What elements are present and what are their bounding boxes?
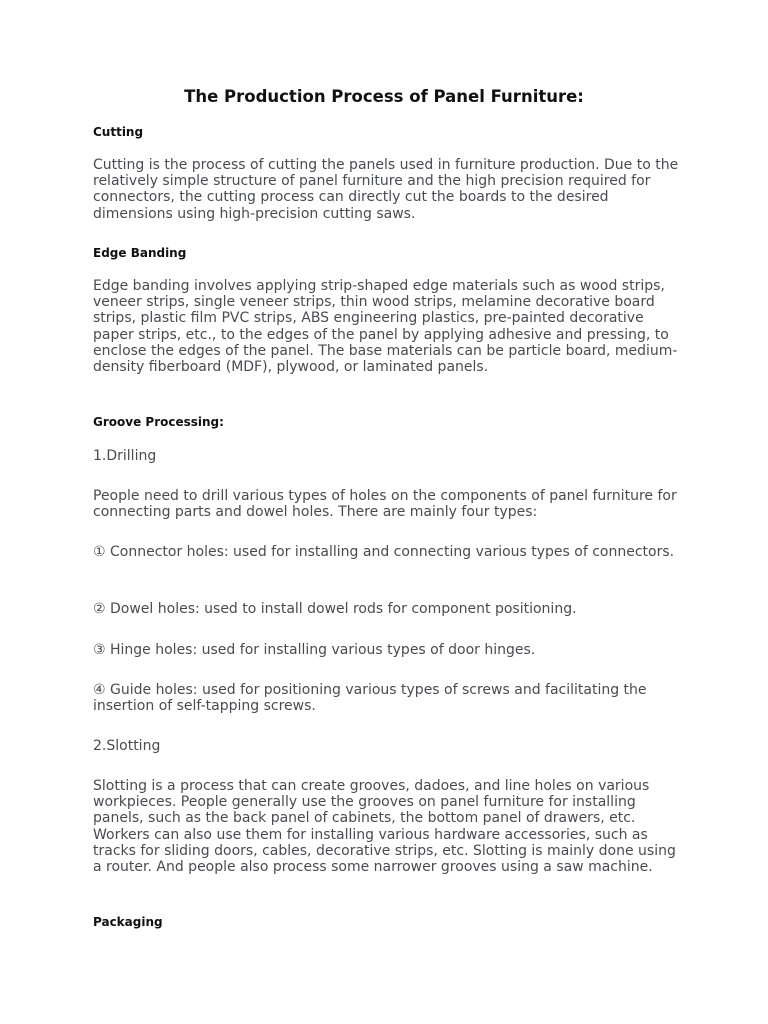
subheading-drilling: 1.Drilling [93, 448, 157, 464]
section-heading-packaging: Packaging [93, 915, 163, 929]
paragraph-cutting: Cutting is the process of cutting the panels used in furniture production. Due to the relatively simple structure of panel furniture and the high precision required for connectors, the cutting process can directly cut the boards to the desired dimensions using high-precision cutting saws. [93, 157, 679, 222]
list-item-hinge-holes: ③ Hinge holes: used for installing various types of door hinges. [93, 642, 536, 658]
subheading-slotting: 2.Slotting [93, 738, 161, 754]
section-heading-cutting: Cutting [93, 125, 144, 139]
paragraph-slotting: Slotting is a process that can create grooves, dadoes, and line holes on various workpieces. People generally use the grooves on panel furniture for installing panels, such as the back panel of cabinets, the bottom panel of drawers, etc. Workers can also use them for installing various hardware accessories, such as tracks for sliding doors, cables, decorative strips, etc. Slotting is mainly done using a router. And people also process some narrower grooves using a saw machine. [93, 778, 676, 876]
section-heading-edge-banding: Edge Banding [93, 246, 187, 260]
list-item-dowel-holes: ② Dowel holes: used to install dowel rods for component positioning. [93, 601, 577, 617]
list-item-guide-holes: ④ Guide holes: used for positioning various types of screws and facilitating the insertion of self-tapping screws. [93, 682, 647, 715]
list-item-connector-holes: ① Connector holes: used for installing and connecting various types of connectors. [93, 544, 675, 560]
paragraph-edge-banding: Edge banding involves applying strip-shaped edge materials such as wood strips, veneer strips, single veneer strips, thin wood strips, melamine decorative board strips, plastic film PVC strips, ABS engineering plastics, pre-painted decorative paper strips, etc., to the edges of the panel by applying adhesive and pressing, to enclose the edges of the panel. The base materials can be particle board, medium-density fiberboard (MDF), plywood, or laminated panels. [93, 278, 678, 376]
paragraph-drilling-intro: People need to drill various types of holes on the components of panel furniture for connecting parts and dowel holes. There are mainly four types: [93, 488, 677, 521]
page-title: The Production Process of Panel Furniture: [184, 87, 584, 106]
section-heading-groove-processing: Groove Processing: [93, 415, 224, 429]
